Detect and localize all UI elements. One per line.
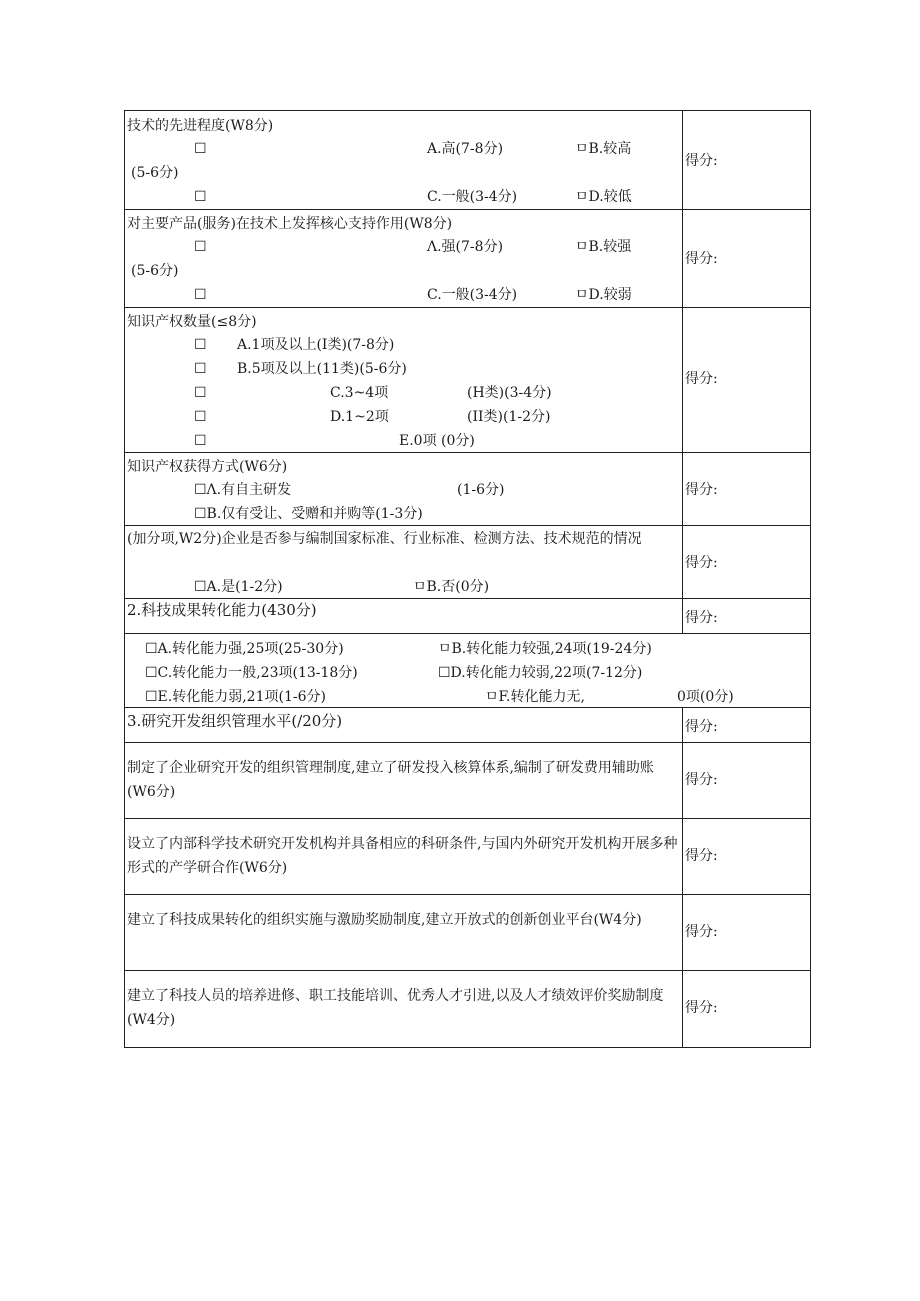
option-b[interactable]: ㅁB.较强 <box>575 239 632 255</box>
option-c: C.一般(3-4分) <box>427 287 518 303</box>
row-rd-management-header <box>125 707 810 743</box>
checkbox[interactable]: ☐ <box>194 433 207 449</box>
row-tech-advancement <box>125 111 810 210</box>
checkbox[interactable]: ☐ <box>194 361 207 377</box>
checkbox[interactable]: ☐ <box>194 287 207 303</box>
option-f[interactable]: ㅁF.转化能力无, <box>485 689 585 705</box>
column-divider <box>682 111 683 633</box>
option-d[interactable]: ㅁD.较低 <box>575 189 632 205</box>
checkbox[interactable]: ☐ <box>194 409 207 425</box>
option-f-count: 0项(0分) <box>677 689 734 705</box>
option-a[interactable]: ☐A.转化能力强,25项(25-30分) <box>145 641 344 657</box>
option-b: B.5项及以上(11类)(5-6分) <box>237 361 407 377</box>
option-b[interactable]: ㅁB.否(0分) <box>413 579 490 595</box>
score-label: 得分: <box>685 555 718 571</box>
score-label: 得分: <box>685 153 718 169</box>
option-a[interactable]: ☐Λ.有自主研发 <box>194 482 292 498</box>
option-e: E.0项 (0分) <box>399 433 475 449</box>
score-label: 得分: <box>685 482 718 498</box>
checkbox[interactable]: ☐ <box>194 189 207 205</box>
column-divider <box>682 707 683 1048</box>
bonus-description: (加分项,W2分)企业是否参与编制国家标准、行业标准、检测方法、技术规范的情况 <box>127 531 642 547</box>
option-d[interactable]: ☐D.转化能力较弱,22项(7-12分) <box>438 665 643 681</box>
option-b-range: (5-6分) <box>131 165 179 181</box>
section-title: 3.研究开发组织管理水平(/20分) <box>127 712 343 730</box>
criterion-text: 建立了科技人员的培养进修、职工技能培训、优秀人才引进,以及人才绩效评价奖励制度(W4分) <box>127 988 664 1028</box>
section-title: 知识产权数量(≤8分) <box>127 314 257 330</box>
row-rd-item-1 <box>125 742 810 819</box>
score-label: 得分: <box>685 772 718 788</box>
option-d: D.1~2项 <box>330 409 389 425</box>
row-core-support <box>125 209 810 308</box>
row-conversion-header <box>125 598 810 634</box>
row-ip-acquisition <box>125 452 810 526</box>
score-label: 得分: <box>685 1000 718 1016</box>
row-ip-quantity <box>125 307 810 453</box>
option-e[interactable]: ☐E.转化能力弱,21项(1-6分) <box>145 689 326 705</box>
checkbox[interactable]: ☐ <box>194 337 207 353</box>
option-a[interactable]: ☐A.是(1-2分) <box>194 579 283 595</box>
option-c: C.一般(3-4分) <box>427 189 518 205</box>
option-a-range: (1-6分) <box>457 482 505 498</box>
checkbox[interactable]: ☐ <box>194 141 207 157</box>
section-title: 2.科技成果转化能力(430分) <box>127 601 317 619</box>
option-d[interactable]: ㅁD.较弱 <box>575 287 632 303</box>
option-d-class: (II类)(1-2分) <box>467 409 551 425</box>
row-rd-item-4 <box>125 970 810 1048</box>
criterion-text: 制定了企业研究开发的组织管理制度,建立了研发投入核算体系,编制了研发费用辅助账(W6分) <box>127 760 654 800</box>
criterion-text: 设立了内部科学技术研究开发机构并具备相应的科研条件,与国内外研究开发机构开展多种形式的产学研合作(W6分) <box>127 836 678 876</box>
row-rd-item-3 <box>125 894 810 971</box>
criterion-text: 建立了科技成果转化的组织实施与激励奖励制度,建立开放式的创新创业平台(W4分) <box>127 912 642 928</box>
score-label: 得分: <box>685 371 718 387</box>
evaluation-form-table <box>124 110 811 1048</box>
score-label: 得分: <box>685 251 718 267</box>
option-c-class: (H类)(3-4分) <box>467 385 552 401</box>
section-title: 技术的先进程度(W8分) <box>127 118 274 134</box>
score-label: 得分: <box>685 610 718 626</box>
option-c[interactable]: ☐C.转化能力一般,23项(13-18分) <box>145 665 358 681</box>
score-label: 得分: <box>685 848 718 864</box>
section-title: 知识产权获得方式(W6分) <box>127 459 288 475</box>
score-label: 得分: <box>685 924 718 940</box>
section-title: 对主要产品(服务)在技术上发挥核心支持作用(W8分) <box>127 216 453 232</box>
row-conversion-options <box>125 633 810 708</box>
checkbox[interactable]: ☐ <box>194 385 207 401</box>
row-rd-item-2 <box>125 818 810 895</box>
option-c: C.3~4项 <box>330 385 389 401</box>
checkbox[interactable]: ☐ <box>194 239 207 255</box>
option-b[interactable]: ㅁB.较高 <box>575 141 632 157</box>
option-a: A.高(7-8分) <box>427 141 504 157</box>
option-a: Λ.强(7-8分) <box>427 239 504 255</box>
option-b[interactable]: ㅁB.转化能力较强,24项(19-24分) <box>438 641 652 657</box>
row-bonus-standards <box>125 525 810 599</box>
score-label: 得分: <box>685 719 718 735</box>
option-b[interactable]: ☐B.仅有受让、受赠和并购等(1-3分) <box>194 506 423 522</box>
option-a: A.1项及以上(I类)(7-8分) <box>237 337 395 353</box>
option-b-range: (5-6分) <box>131 263 179 279</box>
